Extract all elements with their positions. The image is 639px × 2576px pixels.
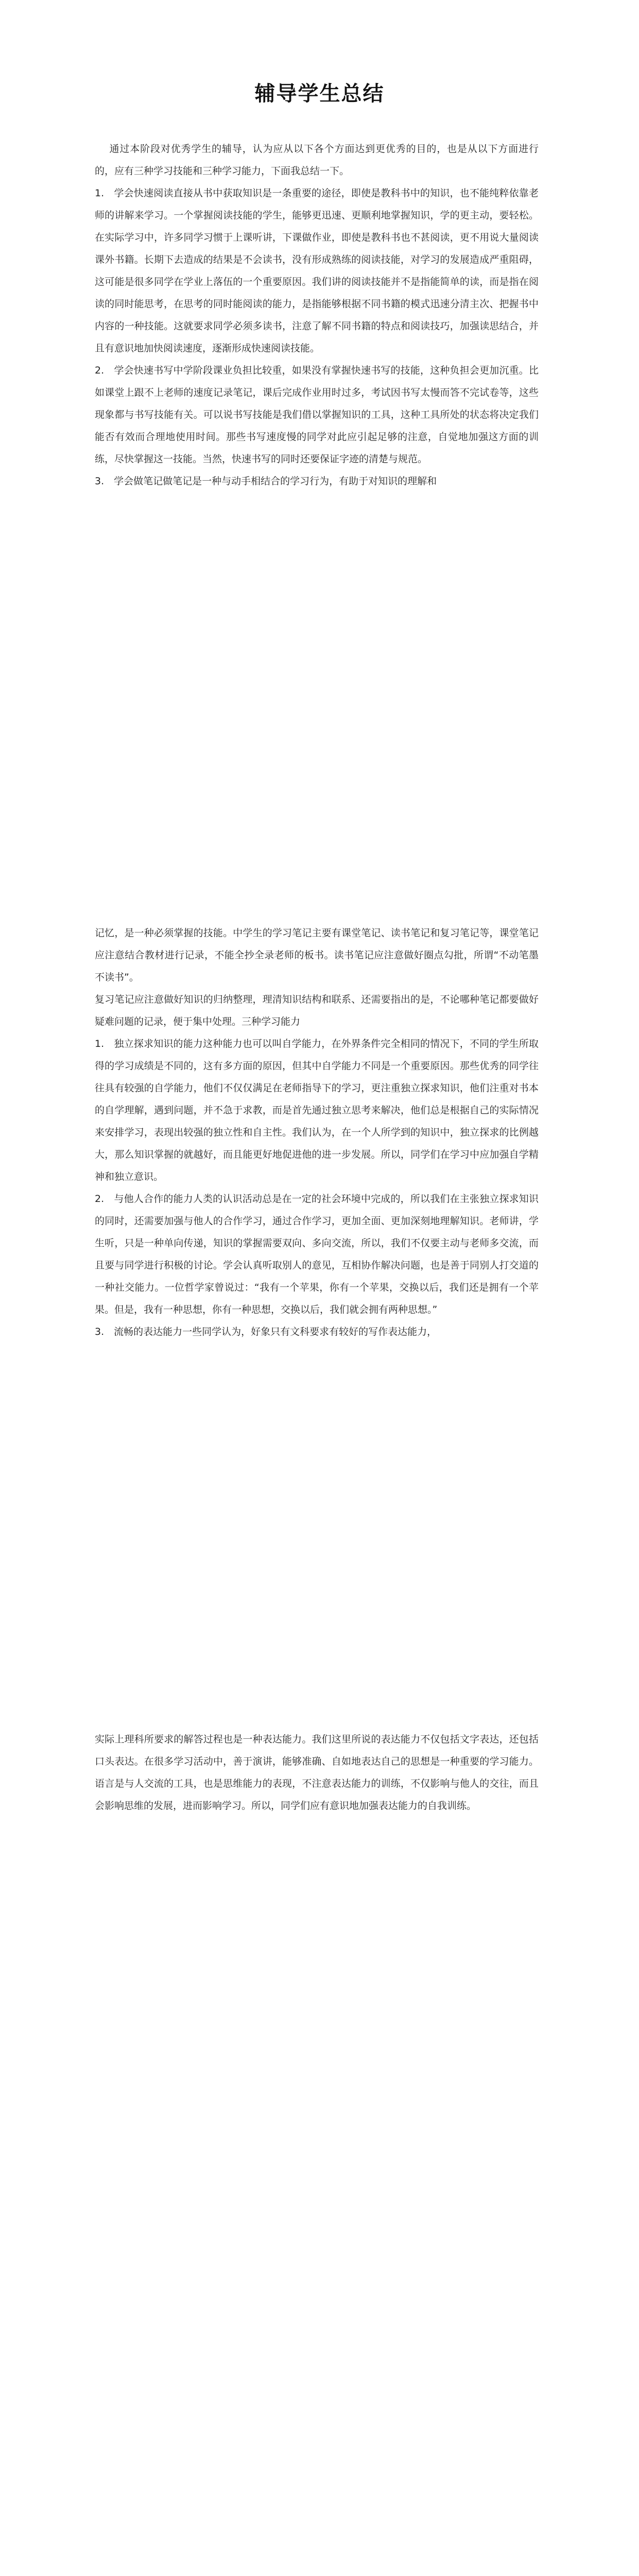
paragraph-fast-reading: 1. 学会快速阅读直接从书中获取知识是一条重要的途径，即使是教科书中的知识，也不能纯粹依靠老师的讲解来学习。一个掌握阅读技能的学生，能够更迅速、更顺利地掌握知识，学的更主动，要轻松。在实际学习中，许多同学习惯于上课听讲，下课做作业，即使是教科书也不甚阅读，更不用说大量阅读课外书籍。长期下去造成的结果是不会读书，没有形成熟练的阅读技能，对学习的发展造成严重阻碍，这可能是很多同学在学业上落伍的一个重要原因。我们讲的阅读技能并不是指能简单的读，而是指在阅读的同时能思考，在思考的同时能阅读的能力，是指能够根据不同书籍的模式迅速分清主次、把握书中内容的一种技能。这就要求同学必须多读书，注意了解不同书籍的特点和阅读技巧，加强读思结合，并且有意识地加快阅读速度，逐渐形成快速阅读技能。 xyxy=(95,188,539,354)
paragraph-cooperation: 2. 与他人合作的能力人类的认识活动总是在一定的社会环境中完成的，所以我们在主张独立探求知识的同时，还需要加强与他人的合作学习，通过合作学习，更加全面、更加深刻地理解知识。老师讲，学生听，只是一种单向传递，知识的掌握需要双向、多向交流，所以，我们不仅要主动与老师多交流，而且要与同学进行积极的讨论。学会认真听取别人的意见，互相协作解决问题，也是善于同别人打交道的一种社交能力。一位哲学家曾说过：“我有一个苹果，你有一个苹果，交换以后，我们还是拥有一个苹果。但是，我有一种思想，你有一种思想，交换以后，我们就会拥有两种思想。” xyxy=(95,1193,539,1315)
paragraph-review-notes: 复习笔记应注意做好知识的归纳整理，理清知识结构和联系、还需要指出的是，不论哪种笔记都要做好疑难问题的记录，便于集中处理。三种学习能力 xyxy=(95,994,539,1027)
text-block-1 xyxy=(95,138,539,493)
paragraph-note-taking-continued: 记忆，是一种必须掌握的技能。中学生的学习笔记主要有课堂笔记、读书笔记和复习笔记等，课堂笔记应注意结合教材进行记录，不能全抄全录老师的板书。读书笔记应注意做好圈点勾批，所谓“不动笔墨不读书”。 xyxy=(95,927,539,983)
text-block-2 xyxy=(95,922,539,1343)
paragraph-expression-continued: 实际上理科所要求的解答过程也是一种表达能力。我们这里所说的表达能力不仅包括文字表达，还包括口头表达。在很多学习活动中，善于演讲，能够准确、自如地表达自己的思想是一种重要的学习能力。语言是与人交流的工具，也是思维能力的表现，不注意表达能力的训练，不仅影响与他人的交往，而且会影响思维的发展，进而影响学习。所以，同学们应有意识地加强表达能力的自我训练。 xyxy=(95,1734,539,1811)
text-block-3 xyxy=(95,1728,539,1817)
intro-paragraph: 通过本阶段对优秀学生的辅导，认为应从以下各个方面达到更优秀的目的，也是从以下方面进行的，应有三种学习技能和三种学习能力，下面我总结一下。 xyxy=(95,143,539,177)
paragraph-note-taking: 3. 学会做笔记做笔记是一种与动手相结合的学习行为，有助于对知识的理解和 xyxy=(95,476,437,487)
document-title: 辅导学生总结 xyxy=(254,81,385,106)
paragraph-fast-writing: 2. 学会快速书写中学阶段课业负担比较重，如果没有掌握快速书写的技能，这种负担会更加沉重。比如课堂上跟不上老师的速度记录笔记，课后完成作业用时过多，考试因书写太慢而答不完试卷等，这些现象都与书写技能有关。可以说书写技能是我们借以掌握知识的工具，这种工具所处的状态将决定我们能否有效而合理地使用时间。那些书写速度慢的同学对此应引起足够的注意，自觉地加强这方面的训练，尽快掌握这一技能。当然，快速书写的同时还要保证字迹的清楚与规范。 xyxy=(95,365,539,465)
paragraph-independent-learning: 1. 独立探求知识的能力这种能力也可以叫自学能力，在外界条件完全相同的情况下，不同的学生所取得的学习成绩是不同的，这有多方面的原因，但其中自学能力不同是一个重要原因。那些优秀的同学往往具有较强的自学能力，他们不仅仅满足在老师指导下的学习，更注重独立探求知识，他们注重对书本的自学理解，遇到问题，并不急于求教，而是首先通过独立思考来解决，他们总是根据自己的实际情况来安排学习，表现出较强的独立性和自主性。我们认为，在一个人所学到的知识中，独立探求的比例越大，那么知识掌握的就越好，而且能更好地促进他的进一步发展。所以，同学们在学习中应加强自学精神和独立意识。 xyxy=(95,1038,539,1182)
paragraph-expression: 3. 流畅的表达能力一些同学认为，好象只有文科要求有较好的写作表达能力， xyxy=(95,1326,437,1337)
